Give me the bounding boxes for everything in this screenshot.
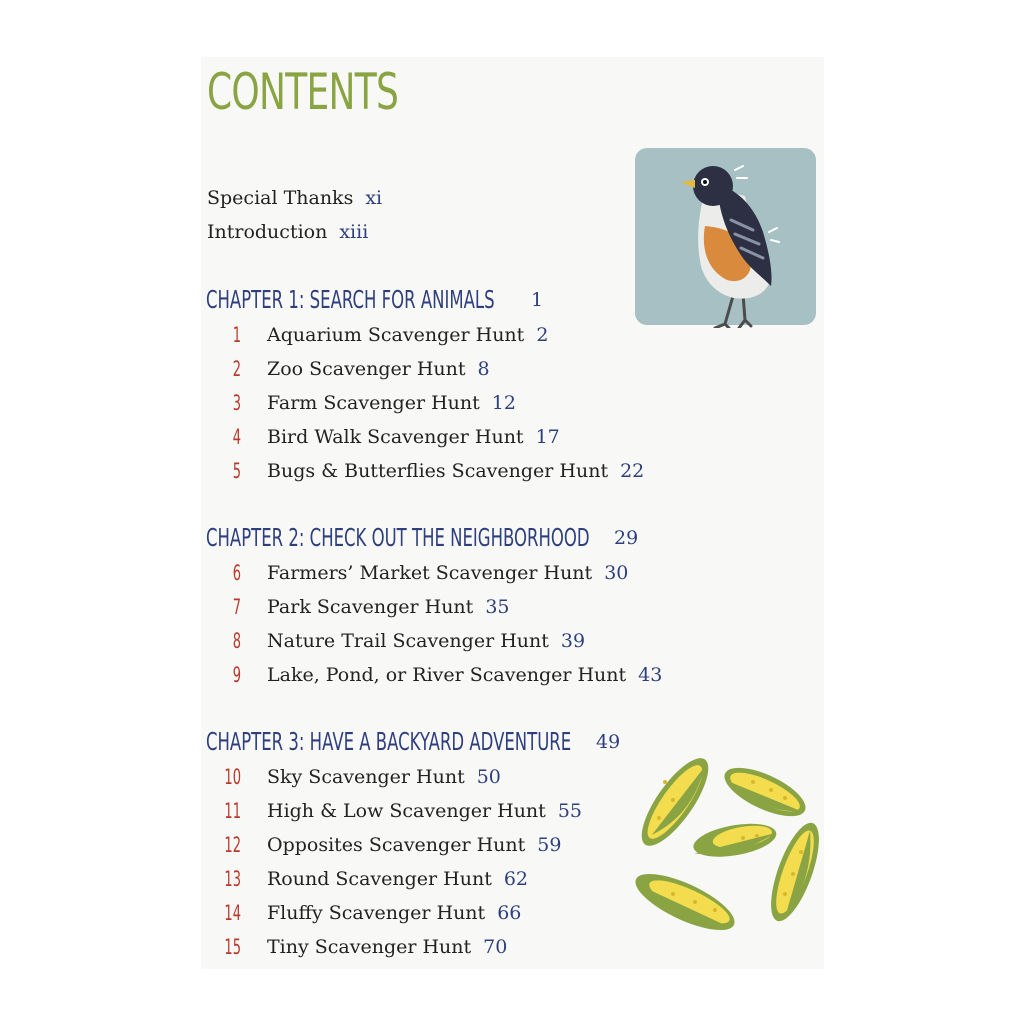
hunt-page: 70 (483, 936, 508, 958)
chapter-2-heading[interactable] (206, 523, 787, 556)
hunt-title: Farmers’ Market Scavenger Hunt (267, 562, 593, 584)
hunt-page: 8 (477, 358, 490, 380)
hunt-page: 17 (535, 426, 560, 448)
hunt-title: Sky Scavenger Hunt (267, 766, 465, 788)
hunt-title: Zoo Scavenger Hunt (267, 358, 466, 380)
hunt-number: 9 (232, 663, 241, 687)
hunt-number: 13 (224, 867, 241, 891)
chapter-title: CHAPTER 1: SEARCH FOR ANIMALS (206, 285, 495, 314)
hunt-page: 2 (536, 324, 549, 346)
hunt-title: High & Low Scavenger Hunt (267, 800, 546, 822)
hunt-page: 62 (503, 868, 529, 890)
front-matter-page: xiii (339, 221, 369, 243)
chapter-page: 49 (596, 731, 621, 753)
hunt-title: Nature Trail Scavenger Hunt (267, 630, 549, 652)
hunt-title: Fluffy Scavenger Hunt (267, 902, 486, 924)
front-matter-introduction[interactable] (207, 220, 368, 244)
hunt-title: Opposites Scavenger Hunt (267, 834, 526, 856)
bird-icon (635, 148, 816, 328)
front-matter-page: xi (365, 187, 383, 209)
bird-illustration-panel (635, 148, 816, 325)
page-title: CONTENTS (207, 63, 399, 121)
front-matter-label: Introduction (207, 221, 328, 243)
hunt-page: 43 (638, 664, 663, 686)
chapter-title: CHAPTER 2: CHECK OUT THE NEIGHBORHOOD (206, 523, 590, 552)
front-matter-special-thanks[interactable] (207, 186, 382, 210)
hunt-number: 14 (224, 901, 241, 925)
hunt-title: Bird Walk Scavenger Hunt (267, 426, 524, 448)
hunt-page: 39 (560, 630, 586, 652)
hunt-number: 5 (232, 459, 241, 483)
hunt-number: 6 (232, 561, 241, 585)
hunt-title: Tiny Scavenger Hunt (267, 936, 472, 958)
hunt-number: 12 (224, 833, 241, 857)
chapter-page: 29 (614, 527, 639, 549)
hunt-number: 1 (232, 323, 241, 347)
hunt-number: 3 (232, 391, 241, 415)
hunt-number: 4 (232, 425, 241, 449)
hunt-page: 30 (604, 562, 629, 584)
hunt-title: Lake, Pond, or River Scavenger Hunt (267, 664, 627, 686)
hunt-title: Round Scavenger Hunt (267, 868, 492, 890)
chapter-title: CHAPTER 3: HAVE A BACKYARD ADVENTURE (206, 727, 572, 756)
corn-icon (625, 742, 824, 942)
hunt-number: 15 (224, 935, 241, 959)
hunt-number: 8 (232, 629, 241, 653)
hunt-page: 59 (537, 834, 562, 856)
hunt-title: Farm Scavenger Hunt (267, 392, 480, 414)
hunt-title: Aquarium Scavenger Hunt (267, 324, 525, 346)
hunt-number: 10 (224, 765, 241, 789)
hunt-page: 50 (476, 766, 501, 788)
chapter-1-heading[interactable] (206, 285, 643, 318)
chapter-page: 1 (531, 289, 544, 311)
hunt-page: 22 (620, 460, 645, 482)
hunt-title: Park Scavenger Hunt (267, 596, 474, 618)
hunt-page: 66 (497, 902, 522, 924)
front-matter-label: Special Thanks (207, 187, 354, 209)
book-page (201, 57, 824, 969)
hunt-title: Bugs & Butterflies Scavenger Hunt (267, 460, 609, 482)
hunt-page: 55 (557, 800, 582, 822)
hunt-number: 11 (224, 799, 241, 823)
hunt-number: 2 (232, 357, 241, 381)
hunt-page: 12 (491, 392, 516, 414)
hunt-page: 35 (485, 596, 510, 618)
hunt-number: 7 (232, 595, 241, 619)
